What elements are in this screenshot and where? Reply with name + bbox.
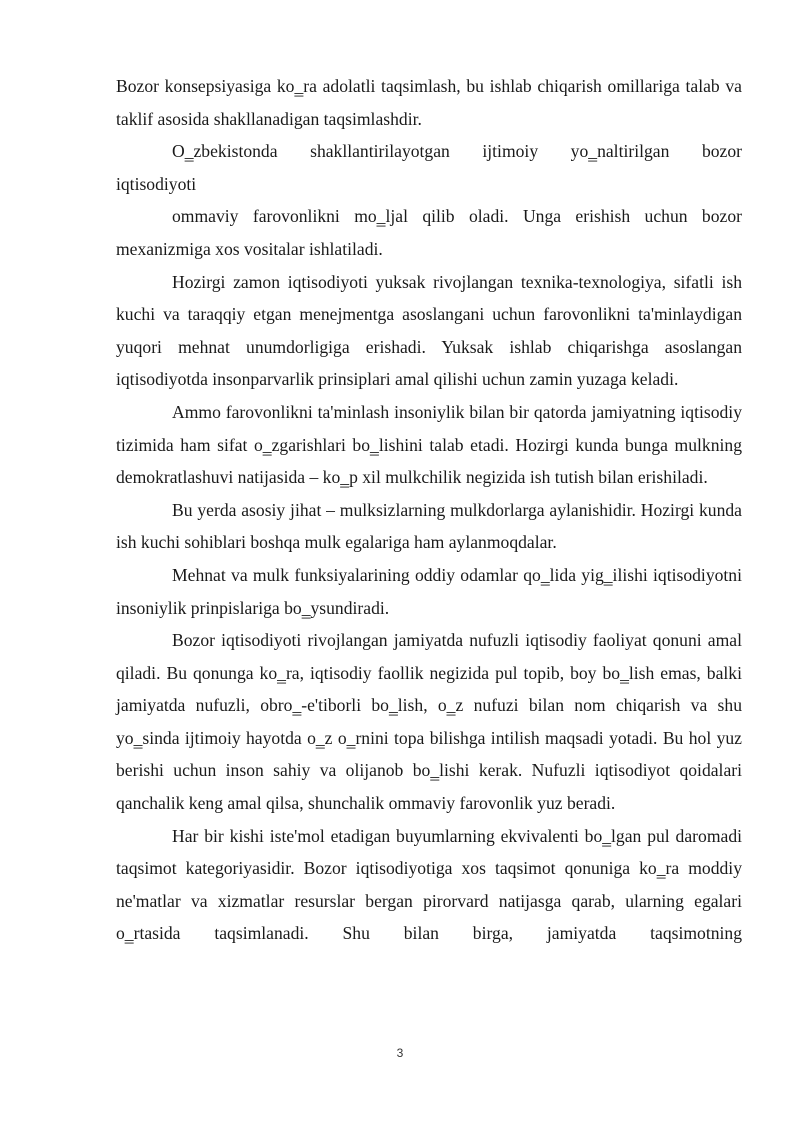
- paragraph-4: Hozirgi zamon iqtisodiyoti yuksak rivojlangan texnika-texnologiya, sifatli ish kuchi va taraqqiy etgan menejmentga asoslangani uchun farovonlikni ta'minlaydigan yuqori mehnat unumdorligiga erishadi. Yuksak ishlab chiqarishga asoslangan iqtisodiyotda insonparvarlik prinsiplari amal qilishi uchun zamin yuzaga keladi.: [116, 271, 742, 390]
- paragraph-2: O‗zbekistonda shakllantirilayotgan ijtimoiy yo‗naltirilgan bozor: [172, 141, 742, 162]
- page-number: 3: [396, 1046, 404, 1060]
- paragraph-9: Har bir kishi iste'mol etadigan buyumlarning ekvivalenti bo‗lgan pul daromadi taqsimot kategoriyasidir. Bozor iqtisodiyotiga xos taqsimot qonuniga ko‗ra moddiy ne'matlar va xizmatlar resurslar bergan pirorvard natijasga qarab, ularning egalari o‗rtasida taqsimlanadi. Shu bilan birga, jamiyatda taqsimotning: [116, 825, 742, 944]
- paragraph-5: Ammo farovonlikni ta'minlash insoniylik bilan bir qatorda jamiyatning iqtisodiy tizimida ham sifat o‗zgarishlari bo‗lishini talab etadi. Hozirgi kunda bunga mulkning demokratlashuvi natijasida – ko‗p xil mulkchilik negizida ish tutish bilan erishiladi.: [116, 401, 742, 488]
- paragraph-6: Bu yerda asosiy jihat – mulksizlarning mulkdorlarga aylanishidir. Hozirgi kunda ish kuchi sohiblari boshqa mulk egalariga ham aylanmoqdalar.: [116, 499, 742, 553]
- body-text: [116, 70, 742, 950]
- paragraph-3: ommaviy farovonlikni mo‗ljal qilib oladi. Unga erishish uchun bozor mexanizmiga xos vositalar ishlatiladi.: [116, 206, 742, 259]
- paragraph-7: Mehnat va mulk funksiyalarining oddiy odamlar qo‗lida yig‗ilishi iqtisodiyotni insoniylik prinpislariga bo‗ysundiradi.: [116, 564, 742, 618]
- paragraph-1: Bozor konsepsiyasiga ko‗ra adolatli taqsimlash, bu ishlab chiqarish omillariga talab va taklif asosida shakllanadigan taqsimlashdir.: [116, 76, 742, 129]
- paragraph-2-wrap: iqtisodiyoti: [116, 173, 197, 194]
- paragraph-8: Bozor iqtisodiyoti rivojlangan jamiyatda nufuzli iqtisodiy faoliyat qonuni amal qiladi. Bu qonunga ko‗ra, iqtisodiy faollik negizida pul topib, boy bo‗lish emas, balki jamiyatda nufuzli, obro‗-e'tiborli bo‗lish, o‗z nufuzi bilan nom chiqarish va shu yo‗sinda ijtimoiy hayotda o‗z o‗rnini topa bilishga intilish maqsadi yotadi. Bu hol yuz berishi uchun inson sahiy va olijanob bo‗lishi kerak. Nufuzli iqtisodiyot qoidalari qanchalik keng amal qilsa, shunchalik ommaviy farovonlik yuz beradi.: [116, 630, 742, 814]
